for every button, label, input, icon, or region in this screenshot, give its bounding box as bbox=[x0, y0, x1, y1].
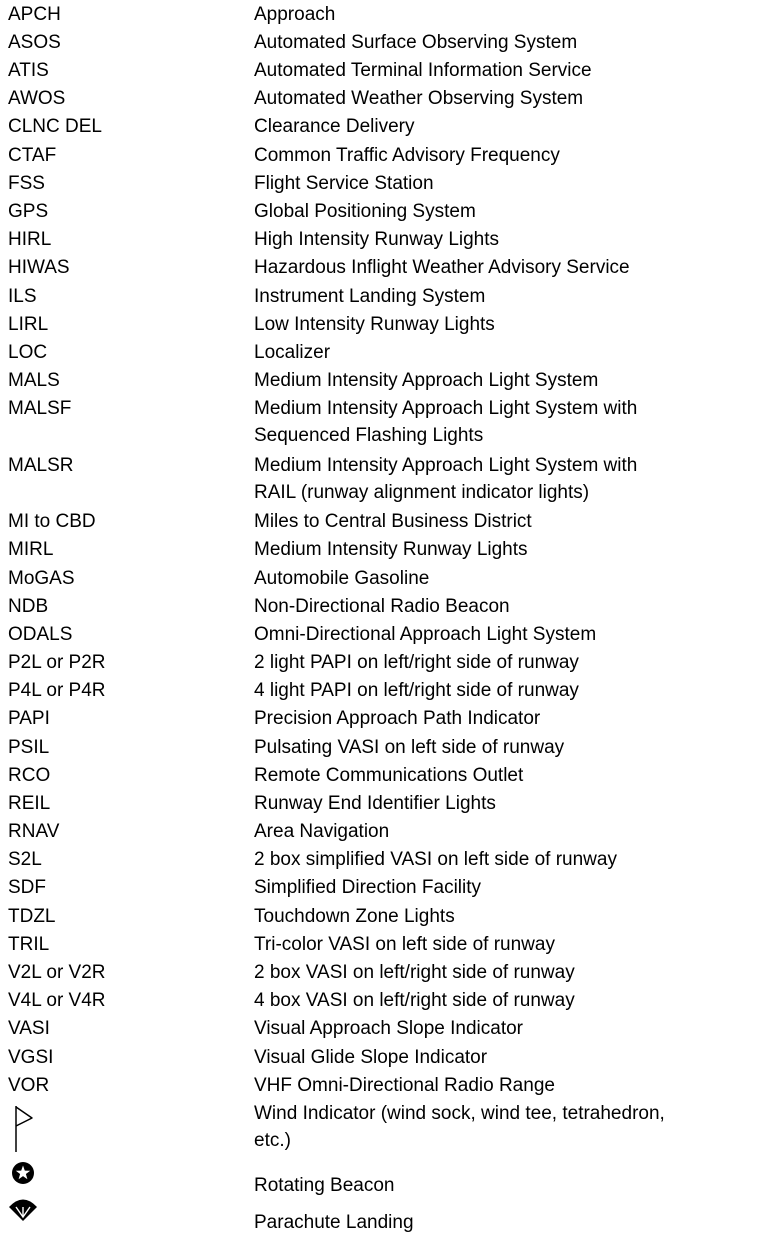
abbreviation: HIRL bbox=[8, 229, 52, 250]
definition bbox=[254, 931, 774, 958]
definition-line: Common Traffic Advisory Frequency bbox=[254, 145, 560, 166]
definition bbox=[254, 1209, 774, 1236]
abbreviation: HIWAS bbox=[8, 257, 70, 278]
definition-line: Rotating Beacon bbox=[254, 1175, 395, 1196]
definition-line: Hazardous Inflight Weather Advisory Service bbox=[254, 257, 630, 278]
definition bbox=[254, 846, 774, 873]
wind-indicator-flag-icon bbox=[12, 1104, 36, 1154]
definition bbox=[254, 762, 774, 789]
definition bbox=[254, 959, 774, 986]
definition-line: Sequenced Flashing Lights bbox=[254, 425, 484, 446]
definition-line: Non-Directional Radio Beacon bbox=[254, 596, 510, 617]
definition-line: Medium Intensity Runway Lights bbox=[254, 539, 528, 560]
definition bbox=[254, 903, 774, 930]
definition-line: etc.) bbox=[254, 1130, 291, 1151]
definition-line: Area Navigation bbox=[254, 821, 390, 842]
definition bbox=[254, 170, 774, 197]
abbreviation: LOC bbox=[8, 342, 48, 363]
abbreviation: S2L bbox=[8, 849, 42, 870]
abbreviation: APCH bbox=[8, 4, 61, 25]
abbreviation: TRIL bbox=[8, 934, 50, 955]
definition-line: Visual Approach Slope Indicator bbox=[254, 1018, 523, 1039]
abbreviation: MALS bbox=[8, 370, 60, 391]
definition-line: Global Positioning System bbox=[254, 201, 476, 222]
definition bbox=[254, 113, 774, 140]
definition bbox=[254, 621, 774, 648]
definition-line: RAIL (runway alignment indicator lights) bbox=[254, 482, 590, 503]
abbreviation: ILS bbox=[8, 286, 37, 307]
abbreviation: MALSF bbox=[8, 398, 72, 419]
definition-line: 4 light PAPI on left/right side of runway bbox=[254, 680, 579, 701]
abbreviation: PSIL bbox=[8, 737, 50, 758]
definition-line: Precision Approach Path Indicator bbox=[254, 708, 541, 729]
definition-line: Wind Indicator (wind sock, wind tee, tetrahedron, bbox=[254, 1103, 665, 1124]
definition bbox=[254, 790, 774, 817]
definition-line: Medium Intensity Approach Light System with bbox=[254, 398, 638, 419]
definition-line: Automated Surface Observing System bbox=[254, 32, 578, 53]
definition-line: Visual Glide Slope Indicator bbox=[254, 1047, 488, 1068]
definition-line: Approach bbox=[254, 4, 336, 25]
definition-line: Miles to Central Business District bbox=[254, 511, 532, 532]
abbreviation: GPS bbox=[8, 201, 49, 222]
definition-line: Automobile Gasoline bbox=[254, 568, 430, 589]
abbreviation: P2L or P2R bbox=[8, 652, 106, 673]
definition bbox=[254, 1044, 774, 1071]
definition bbox=[254, 987, 774, 1014]
definition-line: Low Intensity Runway Lights bbox=[254, 314, 495, 335]
definition-line: 2 box simplified VASI on left side of runway bbox=[254, 849, 617, 870]
definition-line: Tri-color VASI on left side of runway bbox=[254, 934, 555, 955]
definition-line: VHF Omni-Directional Radio Range bbox=[254, 1075, 555, 1096]
abbreviation: P4L or P4R bbox=[8, 680, 106, 701]
definition bbox=[254, 1072, 774, 1099]
definition bbox=[254, 85, 774, 112]
definition bbox=[254, 818, 774, 845]
definition bbox=[254, 565, 774, 592]
abbreviation: REIL bbox=[8, 793, 51, 814]
definition bbox=[254, 57, 774, 84]
definition bbox=[254, 536, 774, 563]
definition bbox=[254, 367, 774, 394]
definition-line: Clearance Delivery bbox=[254, 116, 415, 137]
definition bbox=[254, 508, 774, 535]
definition-line: 2 box VASI on left/right side of runway bbox=[254, 962, 575, 983]
definition-line: Localizer bbox=[254, 342, 331, 363]
definition-line: Remote Communications Outlet bbox=[254, 765, 524, 786]
abbreviation: MALSR bbox=[8, 455, 74, 476]
definition-line: Parachute Landing bbox=[254, 1212, 414, 1233]
definition bbox=[254, 1172, 774, 1199]
abbreviation: ASOS bbox=[8, 32, 61, 53]
definition bbox=[254, 1015, 774, 1042]
definition bbox=[254, 29, 774, 56]
definition bbox=[254, 283, 774, 310]
definition bbox=[254, 593, 774, 620]
definition bbox=[254, 1100, 774, 1154]
definition bbox=[254, 705, 774, 732]
abbreviation: MI to CBD bbox=[8, 511, 96, 532]
abbreviation: V4L or V4R bbox=[8, 990, 106, 1011]
definition bbox=[254, 734, 774, 761]
definition-line: 2 light PAPI on left/right side of runway bbox=[254, 652, 579, 673]
definition-line: Medium Intensity Approach Light System with bbox=[254, 455, 638, 476]
abbreviation: PAPI bbox=[8, 708, 50, 729]
abbreviation: VASI bbox=[8, 1018, 50, 1039]
abbreviation: V2L or V2R bbox=[8, 962, 106, 983]
abbreviation: RNAV bbox=[8, 821, 60, 842]
abbreviation: VGSI bbox=[8, 1047, 54, 1068]
definition bbox=[254, 395, 774, 449]
definition bbox=[254, 198, 774, 225]
abbreviation: RCO bbox=[8, 765, 51, 786]
definition-line: Automated Terminal Information Service bbox=[254, 60, 592, 81]
definition-line: Pulsating VASI on left side of runway bbox=[254, 737, 565, 758]
abbreviation: AWOS bbox=[8, 88, 66, 109]
definition-line: 4 box VASI on left/right side of runway bbox=[254, 990, 575, 1011]
abbreviation: VOR bbox=[8, 1075, 50, 1096]
rotating-beacon-icon bbox=[10, 1160, 36, 1186]
definition-line: Omni-Directional Approach Light System bbox=[254, 624, 597, 645]
definition bbox=[254, 874, 774, 901]
definition bbox=[254, 311, 774, 338]
abbreviation: CTAF bbox=[8, 145, 57, 166]
definition bbox=[254, 254, 774, 281]
abbreviation: NDB bbox=[8, 596, 49, 617]
abbreviation: FSS bbox=[8, 173, 45, 194]
abbreviation: SDF bbox=[8, 877, 46, 898]
definition bbox=[254, 339, 774, 366]
abbreviation: ATIS bbox=[8, 60, 49, 81]
definition-line: Flight Service Station bbox=[254, 173, 434, 194]
abbreviation: ODALS bbox=[8, 624, 73, 645]
definition-line: Runway End Identifier Lights bbox=[254, 793, 496, 814]
definition bbox=[254, 677, 774, 704]
definition-line: Touchdown Zone Lights bbox=[254, 906, 455, 927]
abbreviation: LIRL bbox=[8, 314, 49, 335]
definition-line: Medium Intensity Approach Light System bbox=[254, 370, 599, 391]
parachute-icon bbox=[8, 1195, 38, 1223]
abbreviation: MIRL bbox=[8, 539, 54, 560]
definition bbox=[254, 142, 774, 169]
definition bbox=[254, 452, 774, 506]
definition bbox=[254, 649, 774, 676]
abbreviation: MoGAS bbox=[8, 568, 75, 589]
definition bbox=[254, 226, 774, 253]
abbreviation: TDZL bbox=[8, 906, 56, 927]
definition-line: Simplified Direction Facility bbox=[254, 877, 482, 898]
definition-line: High Intensity Runway Lights bbox=[254, 229, 500, 250]
abbreviation: CLNC DEL bbox=[8, 116, 102, 137]
definition bbox=[254, 1, 774, 28]
definition-line: Instrument Landing System bbox=[254, 286, 486, 307]
definition-line: Automated Weather Observing System bbox=[254, 88, 584, 109]
